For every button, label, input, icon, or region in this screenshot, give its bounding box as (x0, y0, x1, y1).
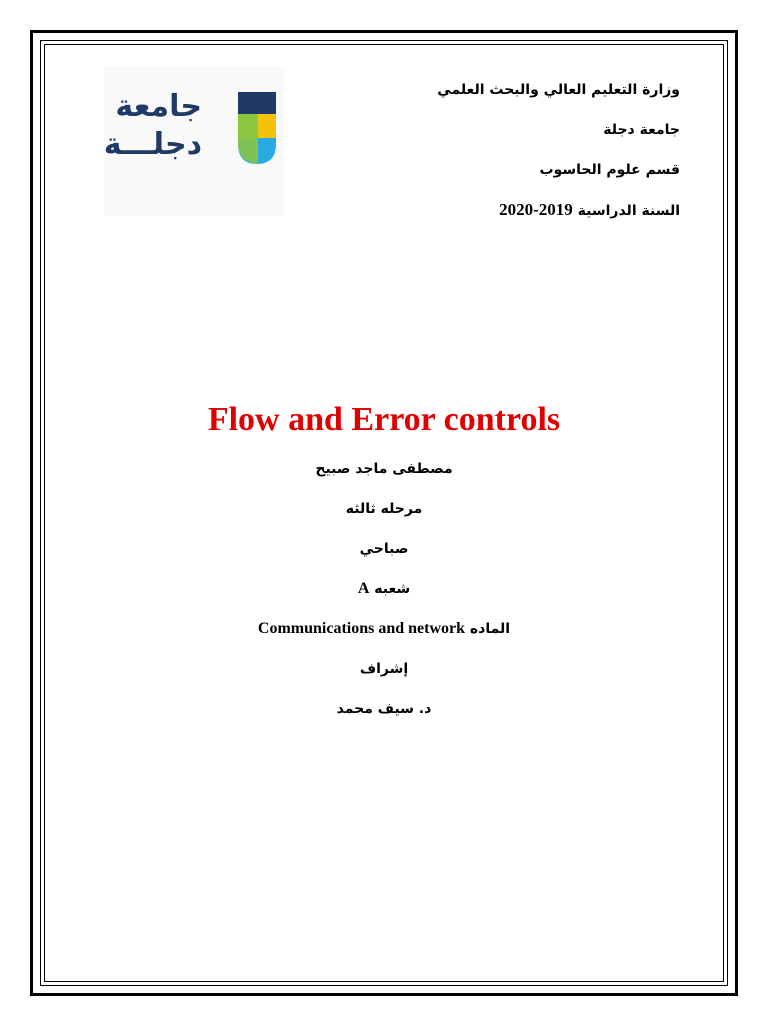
academic-year (380, 198, 680, 238)
student-name: مصطفى ماجد صبيح (315, 461, 453, 477)
subject-value: Communications and network (257, 620, 466, 637)
section-value: A (357, 580, 370, 597)
student-stage: مرحله ثالثه (345, 501, 423, 517)
supervision-label: إشراف (359, 661, 409, 677)
ministry-name: وزارة التعليم العالي والبحث العلمي (437, 82, 680, 98)
study-type: صباحي (359, 541, 409, 557)
department-name: قسم علوم الحاسوب (539, 162, 680, 178)
section (0, 575, 768, 615)
subject-label: الماده (469, 621, 511, 637)
academic-year-value: 2020-2019 (499, 200, 573, 219)
logo-text (104, 88, 202, 164)
student-info (0, 455, 768, 735)
logo-text-line2: دجلـــة (103, 127, 202, 162)
logo-text-line1: جامعة (115, 89, 202, 124)
academic-year-label: السنة الدراسية (577, 203, 680, 219)
university-logo (104, 66, 284, 216)
university-name: جامعة دجلة (603, 122, 680, 138)
section-label: شعبه (374, 581, 411, 597)
subject (0, 615, 768, 655)
supervisor-name: د. سيف محمد (336, 701, 432, 717)
report-title: Flow and Error controls (207, 401, 561, 438)
document-header (380, 78, 680, 238)
logo-mark-icon (232, 92, 278, 166)
